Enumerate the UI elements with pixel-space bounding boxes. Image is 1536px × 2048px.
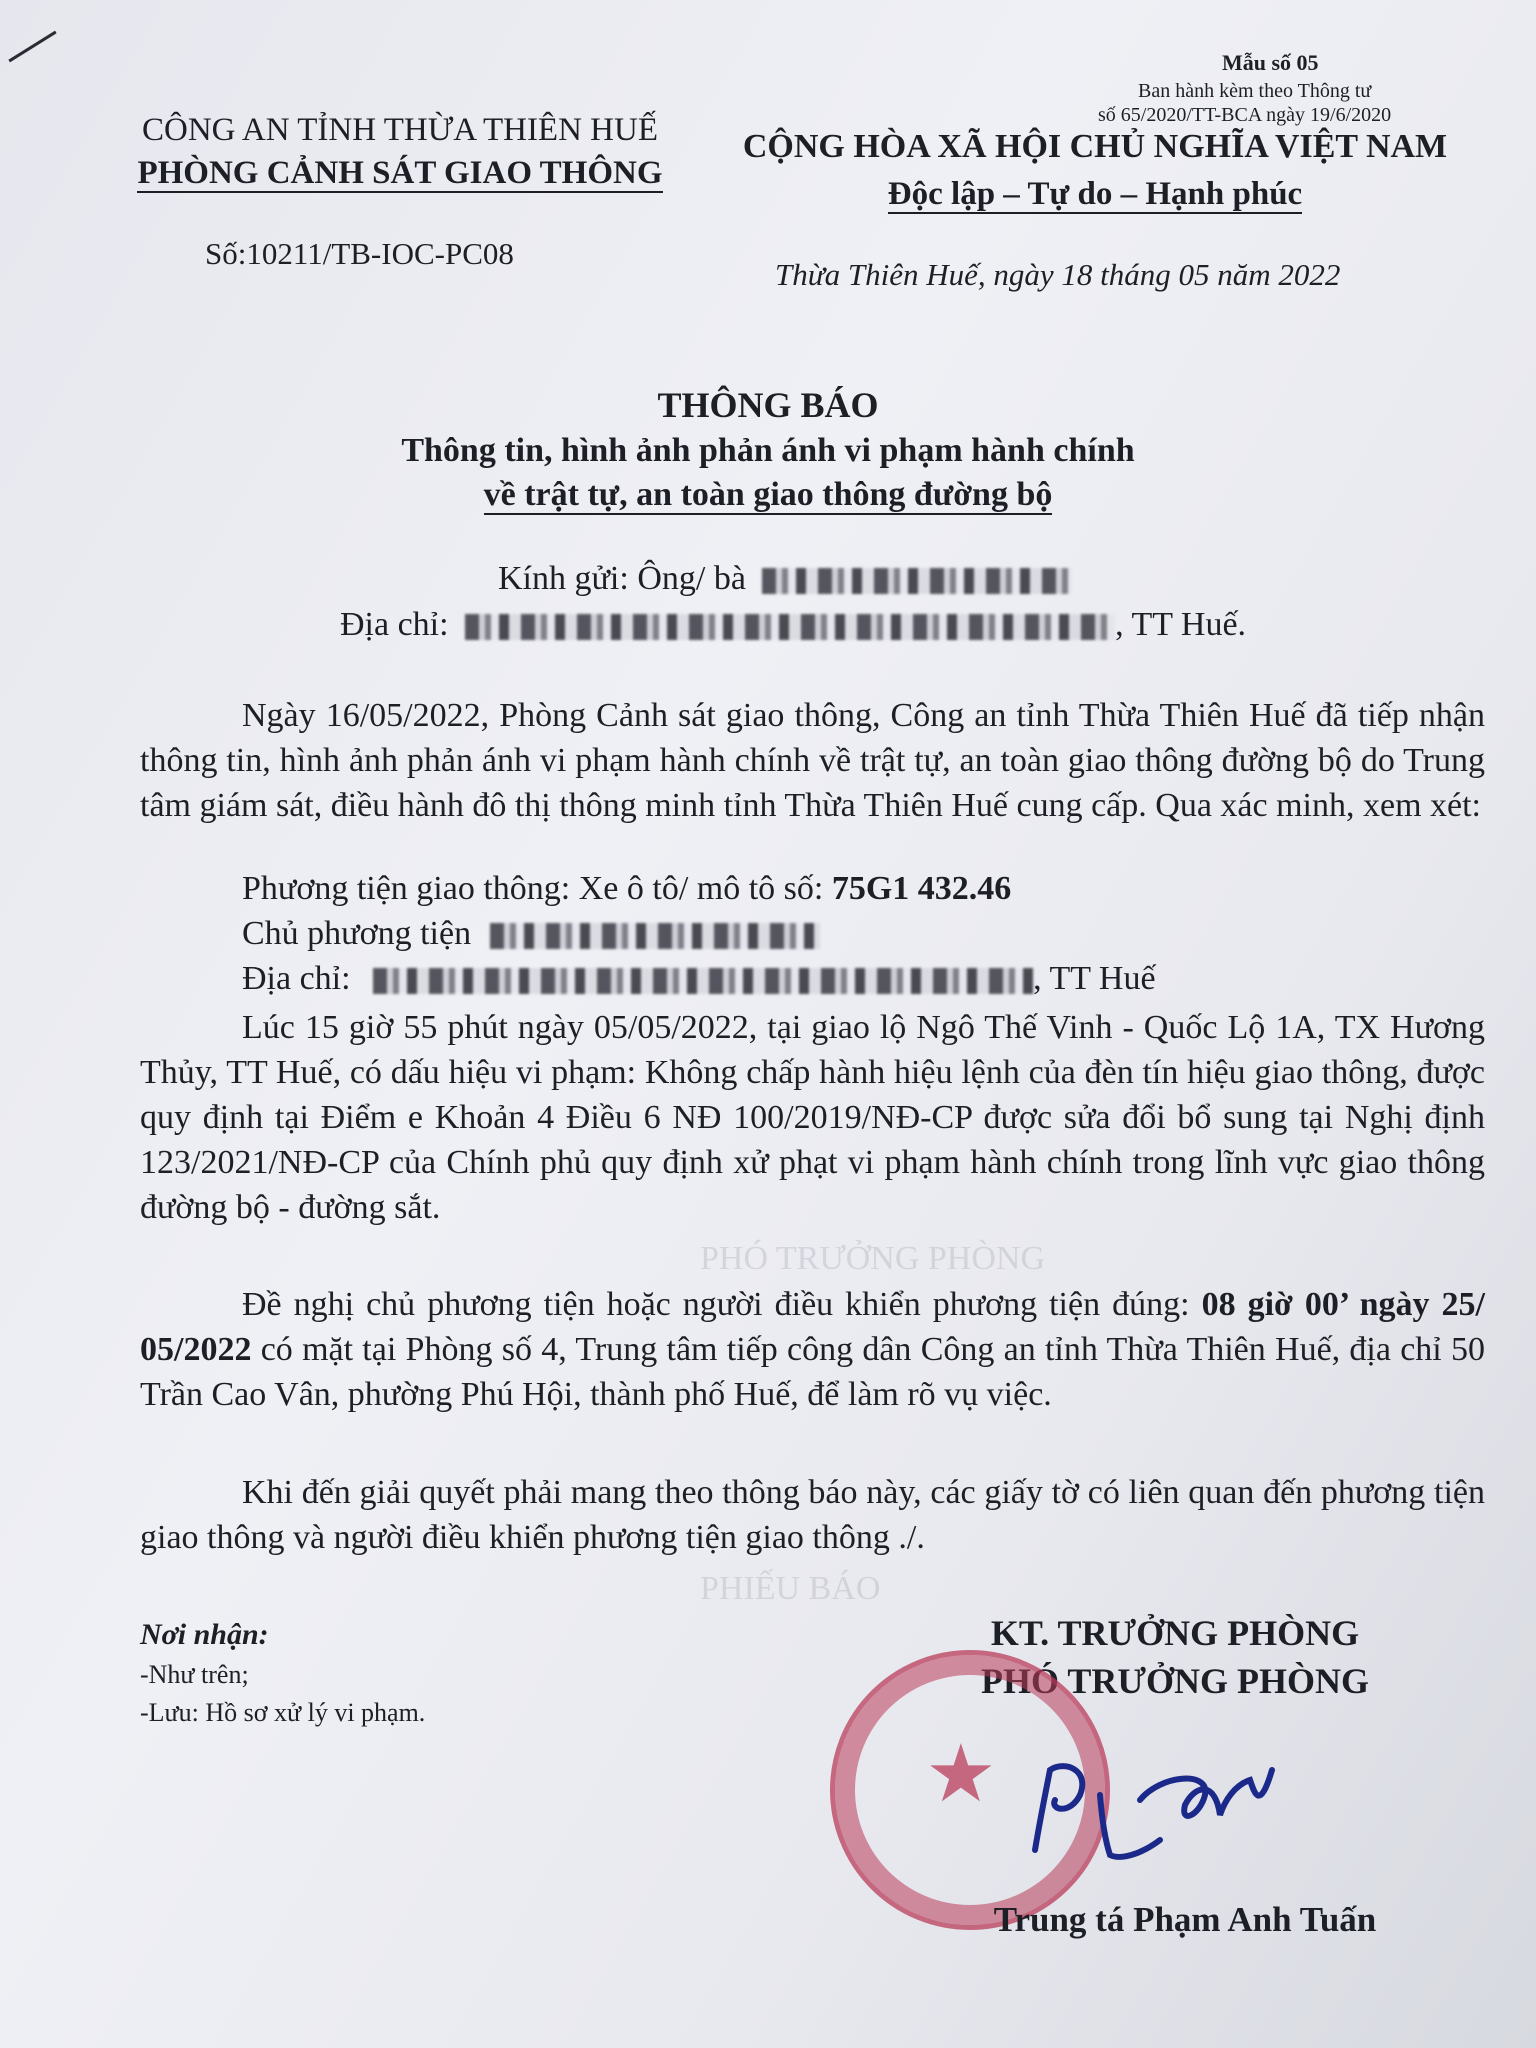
document-subtitle-2	[0, 476, 1536, 514]
appointment-time: 08 giờ 00’ ngày 25/ 05/2022	[140, 1286, 1485, 1368]
body-paragraph-2: Lúc 15 giờ 55 phút ngày 05/05/2022, tại giao lộ Ngô Thế Vinh - Quốc Lộ 1A, TX Hương Thủy, TT Huế, có dấu hiệu vi phạm: Không chấp hành hiệu lệnh của đèn tín hiệu giao thông, được quy định tại Điểm e Khoản 4 Điều 6 NĐ 100/2019/NĐ-CP được sửa đổi bổ sung tại Nghị định 123/2021/NĐ-CP của Chính phủ quy định xử phạt vi phạm hành chính trong lĩnh vực giao thông đường bộ - đường sắt.	[140, 1009, 1485, 1226]
redacted-name	[762, 568, 1072, 594]
document-title: THÔNG BÁO	[657, 385, 879, 425]
body-paragraph-4: Khi đến giải quyết phải mang theo thông báo này, các giấy tờ có liên quan đến phương tiện giao thông và người điều khiển phương tiện giao thông ./.	[140, 1474, 1485, 1556]
pen-mark	[8, 31, 56, 63]
signer-name: Trung tá Phạm Anh Tuấn	[993, 1900, 1377, 1939]
recipient-address-line	[340, 606, 1246, 644]
body-paragraph-3-prefix: Đề nghị chủ phương tiện hoặc người điều khiển phương tiện đúng:	[242, 1286, 1190, 1323]
stamp-star-icon: ★	[925, 1731, 997, 1819]
show-through-text: PHIẾU BÁO	[700, 1570, 881, 1607]
recipients-heading: Nơi nhận:	[140, 1618, 269, 1651]
agency-name-text: PHÒNG CẢNH SÁT GIAO THÔNG	[137, 155, 663, 191]
signature-title-1: KT. TRƯỞNG PHÒNG	[990, 1613, 1360, 1653]
agency-name	[100, 155, 700, 192]
plate-number: 75G1 432.46	[831, 870, 1012, 907]
redacted-address	[465, 614, 1115, 640]
agency-parent: CÔNG AN TỈNH THỪA THIÊN HUẾ	[141, 112, 658, 148]
recipient-greeting: Kính gửi: Ông/ bà	[498, 560, 746, 597]
form-issued-note: Ban hành kèm theo Thông tư	[1138, 80, 1372, 102]
handwritten-signature	[1010, 1740, 1300, 1890]
owner-address-line	[242, 960, 1156, 998]
form-circular-ref: số 65/2020/TT-BCA ngày 19/6/2020	[1098, 104, 1392, 126]
recipient-address-suffix: , TT Huế.	[1115, 606, 1247, 643]
document-number: Số:10211/TB-IOC-PC08	[205, 236, 514, 271]
recipients-item-2: -Lưu: Hồ sơ xử lý vi phạm.	[140, 1698, 426, 1727]
body-paragraph-3-suffix: có mặt tại Phòng số 4, Trung tâm tiếp công dân Công an tỉnh Thừa Thiên Huế, địa chỉ 50 Trần Cao Vân, phường Phú Hội, thành phố Huế, để làm rõ vụ việc.	[140, 1331, 1486, 1413]
nation-title: CỘNG HÒA XÃ HỘI CHỦ NGHĨA VIỆT NAM	[742, 128, 1448, 165]
redacted-owner-address	[373, 968, 1033, 994]
nation-motto-text: Độc lập – Tự do – Hạnh phúc	[887, 176, 1303, 212]
document-subtitle-2-text: về trật tự, an toàn giao thông đường bộ	[483, 476, 1053, 513]
vehicle-line	[242, 870, 1011, 908]
document-date: Thừa Thiên Huế, ngày 18 tháng 05 năm 2022	[775, 257, 1341, 292]
body-paragraph-3	[140, 1282, 1485, 1417]
signature-title-2: PHÓ TRƯỞNG PHÒNG	[980, 1661, 1369, 1701]
document-subtitle-1: Thông tin, hình ảnh phản ánh vi phạm hành chính	[401, 432, 1135, 469]
recipients-item-1: -Như trên;	[140, 1660, 249, 1689]
form-number: Mẫu số 05	[1222, 50, 1319, 75]
body-paragraph-1: Ngày 16/05/2022, Phòng Cảnh sát giao thông, Công an tỉnh Thừa Thiên Huế đã tiếp nhận thông tin, hình ảnh phản ánh vi phạm hành chính về trật tự, an toàn giao thông đường bộ do Trung tâm giám sát, điều hành đô thị thông minh tỉnh Thừa Thiên Huế cung cấp. Qua xác minh, xem xét:	[140, 697, 1485, 824]
vehicle-label: Phương tiện giao thông: Xe ô tô/ mô tô số:	[242, 870, 824, 907]
owner-label: Chủ phương tiện	[242, 915, 472, 952]
recipient-greeting-line	[498, 560, 1072, 598]
owner-line	[242, 915, 820, 953]
nation-motto	[720, 176, 1470, 213]
owner-address-suffix: , TT Huế	[1033, 960, 1156, 997]
owner-address-label: Địa chỉ:	[242, 960, 351, 997]
redacted-owner	[490, 923, 820, 949]
show-through-text: PHÓ TRƯỞNG PHÒNG	[700, 1240, 1046, 1277]
recipient-address-label: Địa chỉ:	[340, 606, 449, 643]
